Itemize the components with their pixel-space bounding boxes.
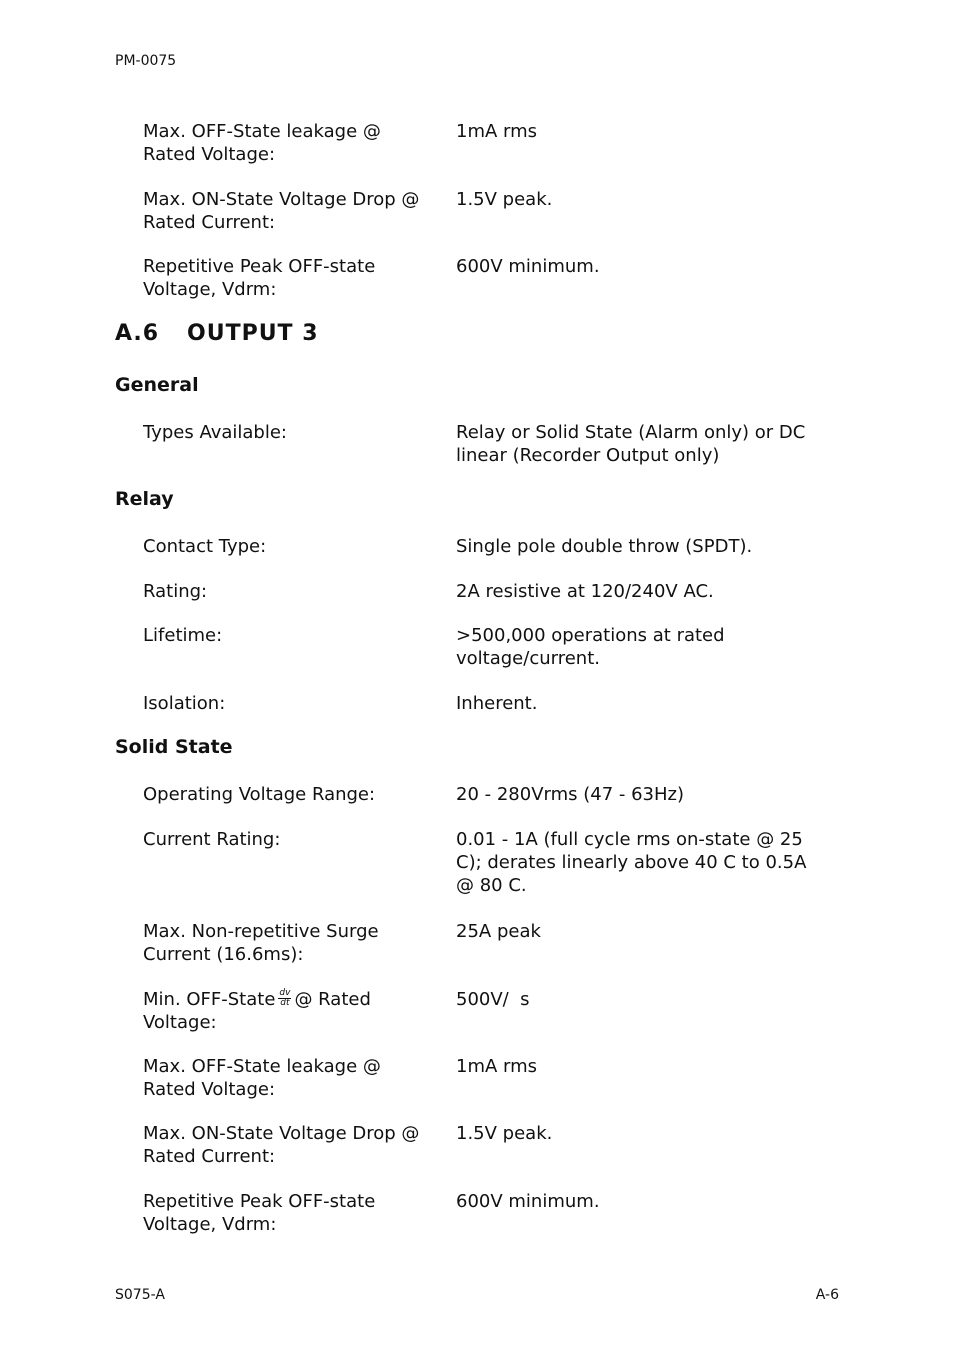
subsection-title-solid-state: Solid State [115, 736, 233, 758]
spec-value: Single pole double throw (SPDT). [456, 536, 753, 557]
label-suffix: @ Rated Voltage: [143, 989, 371, 1033]
dv-dt-fraction [278, 989, 291, 1008]
spec-value: 20 - 280Vrms (47 - 63Hz) [456, 784, 685, 805]
section-number: A.6 [115, 321, 160, 346]
footer-left: S075-A [115, 1287, 165, 1303]
spec-value: 25A peak [456, 921, 541, 942]
fraction-denominator: dt [280, 997, 290, 1008]
spec-label: Contact Type: [143, 536, 267, 557]
spec-value: 1mA rms [456, 121, 538, 142]
spec-label: Types Available: [143, 422, 287, 443]
section-heading [115, 321, 319, 346]
spec-value: 1.5V peak. [456, 1123, 553, 1144]
spec-value: 1mA rms [456, 1056, 538, 1077]
spec-value: Relay or Solid State (Alarm only) or DC linear (Recorder Output only) [456, 422, 806, 466]
footer-page-number: A-6 [815, 1287, 839, 1303]
spec-value: 600V minimum. [456, 1191, 600, 1212]
spec-value: Inherent. [456, 693, 538, 714]
section-title: OUTPUT 3 [187, 321, 319, 346]
spec-label: Max. OFF-State leakage @ Rated Voltage: [143, 121, 381, 165]
spec-value: >500,000 operations at rated voltage/current. [456, 625, 725, 669]
spec-value: 2A resistive at 120/240V AC. [456, 581, 714, 602]
fraction-numerator: dv [279, 987, 291, 998]
spec-label: Operating Voltage Range: [143, 784, 376, 805]
spec-label: Max. OFF-State leakage @ Rated Voltage: [143, 1056, 381, 1100]
subsection-title-general: General [115, 374, 199, 396]
spec-value: 600V minimum. [456, 256, 600, 277]
spec-value: 0.01 - 1A (full cycle rms on-state @ 25 C); derates linearly above 40 C to 0.5A @ 80 C. [456, 829, 807, 896]
header-doc-id: PM-0075 [115, 53, 177, 69]
spec-label: Max. Non-repetitive Surge Current (16.6ms): [143, 921, 379, 965]
label-prefix: Min. OFF-State [143, 989, 276, 1010]
spec-label: Rating: [143, 581, 208, 602]
spec-value: 500V/ s [456, 989, 530, 1010]
spec-label: Repetitive Peak OFF-state Voltage, Vdrm: [143, 1191, 376, 1235]
spec-label: Max. ON-State Voltage Drop @ Rated Current: [143, 1123, 420, 1167]
spec-label: Max. ON-State Voltage Drop @ Rated Current: [143, 189, 420, 233]
spec-label-dvdt [143, 988, 433, 1034]
spec-value: 1.5V peak. [456, 189, 553, 210]
spec-label: Lifetime: [143, 625, 223, 646]
spec-label: Repetitive Peak OFF-state Voltage, Vdrm: [143, 256, 376, 300]
spec-label: Current Rating: [143, 829, 281, 850]
spec-label: Isolation: [143, 693, 226, 714]
subsection-title-relay: Relay [115, 488, 174, 510]
